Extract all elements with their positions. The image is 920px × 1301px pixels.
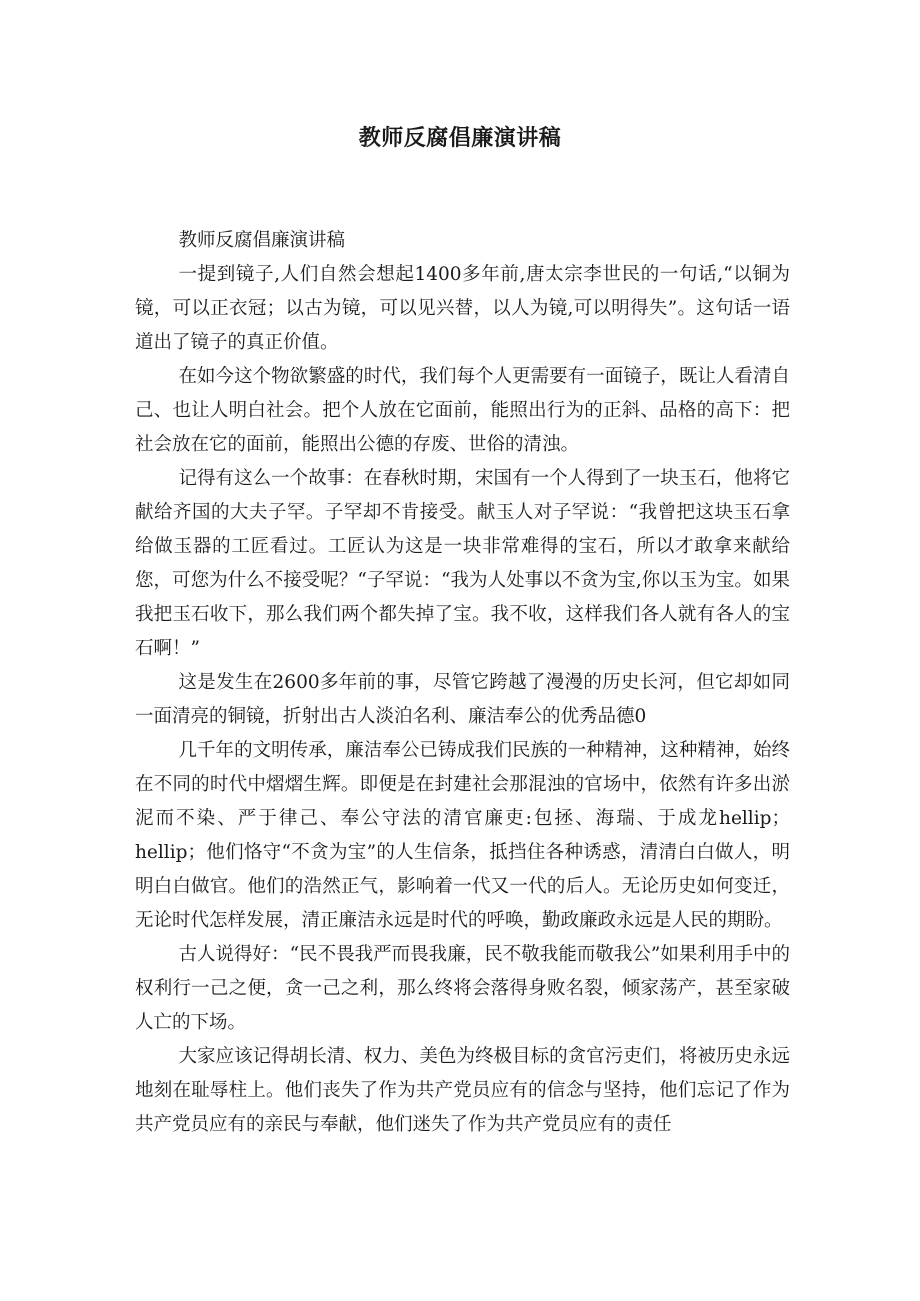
paragraph: 一提到镜子,人们自然会想起1400多年前,唐太宗李世民的一句话,“以铜为镜，可以正衣冠；以古为镜，可以见兴替，以人为镜,可以明得失”。这句话一语道出了镜子的真正价值。	[135, 264, 790, 353]
paragraph: 古人说得好：“民不畏我严而畏我廉，民不敬我能而敬我公”如果利用手中的权利行一己之便，贪一己之利，那么终将会落得身败名裂，倾家荡产，甚至家破人亡的下场。	[135, 944, 790, 1033]
paragraph: 记得有这么一个故事：在春秋时期，宋国有一个人得到了一块玉石，他将它献给齐国的大夫子罕。子罕却不肯接受。献玉人对子罕说：“我曾把这块玉石拿给做玉器的工匠看过。工匠认为这是一块非常难得的宝石，所以才敢拿来献给您，可您为什么不接受呢？“子罕说：“我为人处事以不贪为宝,你以玉为宝。如果我把玉石收下，那么我们两个都失掉了宝。我不收，这样我们各人就有各人的宝石啊！”	[135, 468, 790, 659]
document-title: 教师反腐倡廉演讲稿	[358, 126, 562, 151]
paragraph: 在如今这个物欲繁盛的时代，我们每个人更需要有一面镜子，既让人看清自己、也让人明白社会。把个人放在它面前，能照出行为的正斜、品格的高下：把社会放在它的面前，能照出公德的存废、世俗的清浊。	[135, 366, 790, 455]
paragraph: 大家应该记得胡长清、权力、美色为终极目标的贪官污吏们，将被历史永远地刻在耻辱柱上。他们丧失了作为共产党员应有的信念与坚持，他们忘记了作为共产党员应有的亲民与奉献，他们迷失了作为共产党员应有的责任	[135, 1046, 790, 1135]
paragraph: 几千年的文明传承，廉洁奉公已铸成我们民族的一种精神，这种精神，始终在不同的时代中熠熠生辉。即便是在封建社会那混浊的官场中，依然有许多出淤泥而不染、严于律己、奉公守法的清官廉吏:包拯、海瑞、于成龙hellip；hellip；他们恪守“不贪为宝”的人生信条，抵挡住各种诱惑，清清白白做人，明明白白做官。他们的浩然正气，影响着一代又一代的后人。无论历史如何变迁，无论时代怎样发展，清正廉洁永远是时代的呼唤，勤政廉政永远是人民的期盼。	[135, 740, 790, 931]
paragraph: 这是发生在2600多年前的事，尽管它跨越了漫漫的历史长河，但它却如同一面清亮的铜镜，折射出古人淡泊名利、廉洁奉公的优秀品德0	[135, 672, 790, 727]
document-body	[135, 224, 790, 1142]
paragraph: 教师反腐倡廉演讲稿	[178, 230, 345, 251]
